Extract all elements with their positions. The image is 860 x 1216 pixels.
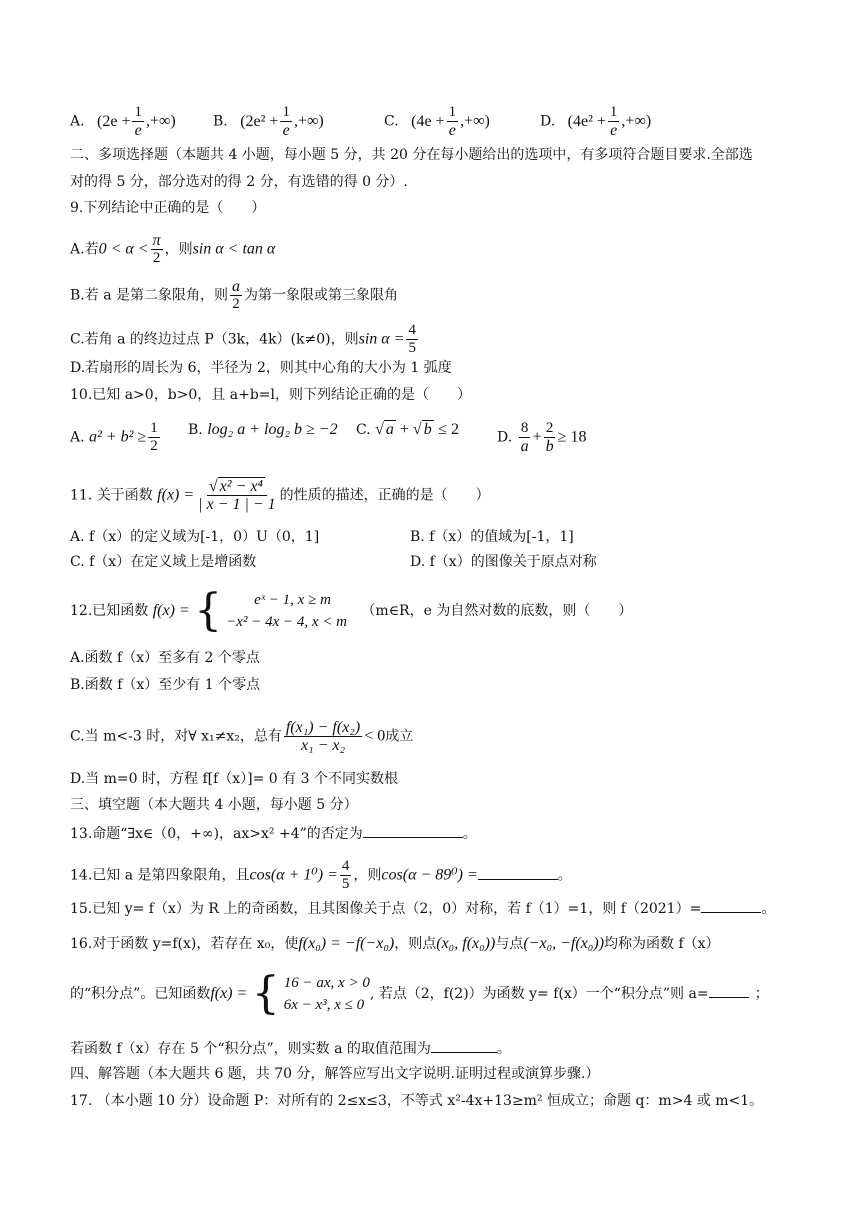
- q8-option-a-label: A.: [70, 113, 85, 130]
- q16-line3: 若函数 f（x）存在 5 个“积分点”，则实数 a 的取值范围为 。: [70, 1038, 511, 1059]
- section2-heading-line2: 对的得 5 分，部分选对的得 2 分，有选错的得 0 分）.: [70, 174, 408, 190]
- q10-stem: 10.已知 a>0，b>0，且 a+b=l，则下列结论正确的是（ ）: [70, 387, 471, 403]
- q12-option-c: C.当 m<-3 时，对∀ x₁≠x₂，总有 $\frac{\text{f(x₁) − f(x₂)}}{\text{x₁ − x₂}}$ < 0成立: [70, 719, 414, 754]
- q11-option-d: D. f（x）的图像关于原点对称: [410, 554, 597, 570]
- q9-stem: 9.下列结论中正确的是（ ）: [70, 200, 266, 216]
- q12-option-a: A.函数 f（x）至多有 2 个零点: [70, 650, 260, 666]
- q13-answer-blank[interactable]: [363, 823, 463, 838]
- q12-stem: 12.已知函数 f(x) = { eˣ − 1, x ≥ m −x² − 4x − 4, x < m （m∈R，e 为自然对数的底数，则（ ）: [70, 585, 633, 636]
- q16-line2: 的“积分点”。已知函数f(x) = { 16 − ax, x > 0 6x − x³, x ≤ 0 , 若点（2，f(2)）为函数 y= f(x）一个“积分点”则 a= ；: [70, 968, 769, 1019]
- q8-option-c: C. (4e + $\frac{1}{e}$ ,+∞): [384, 104, 490, 139]
- section3-heading: 三、填空题（本大题共 4 小题，每小题 5 分）: [70, 797, 358, 813]
- section2-heading-line1: 二、多项选择题（本题共 4 小题，每小题 5 分，共 20 分在每小题给出的选项中，有多项符合题目要求.全部选: [70, 147, 753, 163]
- q8-option-a-expr: (2e +: [97, 112, 131, 130]
- q8-option-d: D. (4e² + $\frac{1}{e}$ ,+∞): [540, 104, 652, 139]
- q10-option-b: B. log₂ a + log₂ b ≥ −2: [188, 421, 338, 438]
- q12-option-d: D.当 m=0 时，方程 f[f（x）]= 0 有 3 个不同实数根: [70, 771, 398, 787]
- q11-stem: 11. 关于函数 f(x) = $\frac{\text{√ x² − x⁴}}{| x - 1 | - 1}$ 的性质的描述，正确的是（ ）: [70, 478, 490, 513]
- q16-answer-blank-range[interactable]: [431, 1038, 497, 1053]
- q12-option-b: B.函数 f（x）至少有 1 个零点: [70, 677, 261, 693]
- q8-options: A. (2e + $\frac{1}{e}$ ,+∞): [70, 104, 176, 139]
- q11-option-c: C. f（x）在定义域上是增函数: [70, 554, 257, 570]
- q11-option-a: A. f（x）的定义域为[-1，0）U（0，1]: [70, 529, 320, 545]
- q12-piecewise: { eˣ − 1, x ≥ m −x² − 4x − 4, x < m: [194, 585, 347, 636]
- q8-option-b: B. (2e² + $\frac{1}{e}$ ,+∞): [213, 104, 324, 139]
- q8-option-a-frac: $\frac{1}{e}$: [134, 104, 142, 139]
- q10-option-d: D. $\frac{8}{a}$ + $\frac{2}{b}$ ≥ 18: [497, 420, 587, 455]
- q9-option-a: A.若0 < α < $\frac{\pi}{2}$ ，则sin α < tan α: [70, 232, 276, 266]
- q10-option-c: C. √ a + √ b ≤ 2: [356, 421, 459, 438]
- q14: 14.已知 a 是第四象限角，且cos(α + 1⁰) = $\frac{4}{5}$ ，则cos(α − 89⁰) = 。: [70, 858, 572, 892]
- q16-piecewise: { 16 − ax, x > 0 6x − x³, x ≤ 0: [251, 968, 370, 1019]
- q10-option-a: A. a² + b² ≥ $\frac{1}{2}$: [70, 420, 158, 454]
- q15: 15.已知 y= f（x）为 R 上的奇函数，且其图像关于点（2，0）对称，若 f（1）=1，则 f（2021）= 。: [70, 898, 775, 919]
- q15-answer-blank[interactable]: [701, 898, 761, 913]
- q16-line1: 16.对于函数 y=f(x)，若存在 x₀，使f(x₀) = −f(−x₀)，则点(x₀, f(x₀))与点(−x₀, −f(x₀))均称为函数 f（x）: [70, 935, 720, 952]
- q11-option-b: B. f（x）的值域为[-1，1]: [410, 529, 574, 545]
- q13: 13.命题“∃x∈（0，+∞)，ax>x² +4”的否定为 。: [70, 823, 477, 844]
- section4-heading: 四、解答题（本大题共 6 题，共 70 分，解答应写出文字说明.证明过程或演算步骤.）: [70, 1066, 600, 1082]
- q9-option-d: D.若扇形的周长为 6，半径为 2，则其中心角的大小为 1 弧度: [70, 360, 452, 376]
- q16-answer-blank-a[interactable]: [709, 983, 749, 998]
- q9-option-b: B.若 a 是第二象限角，则 $\frac{a}{2}$ 为第一象限或第三象限角: [70, 278, 398, 312]
- q14-answer-blank[interactable]: [478, 865, 558, 880]
- q9-option-c: C.若角 a 的终边过点 P（3k，4k）(k≠0)，则sin α = $\frac{4}{5}$: [70, 322, 416, 356]
- q17: 17. （本小题 10 分）设命题 P：对所有的 2≤x≤3，不等式 x²-4x+13≥m² 恒成立；命题 q：m>4 或 m<1。: [70, 1093, 764, 1109]
